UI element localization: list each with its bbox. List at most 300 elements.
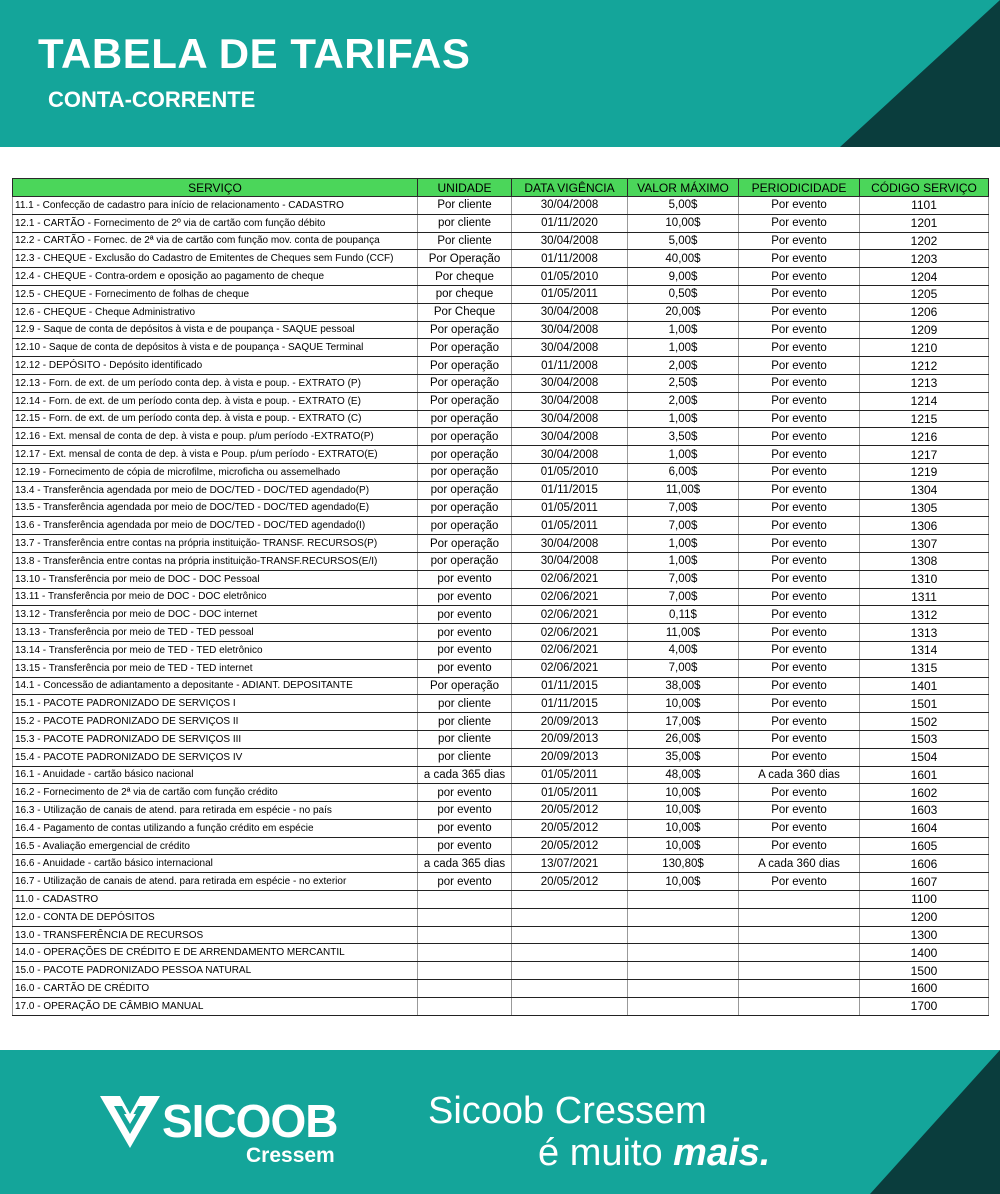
cell-servico: 13.14 - Transferência por meio de TED - TED eletrônico (13, 641, 418, 659)
cell-periodicidade: Por evento (739, 819, 860, 837)
slogan-line-2 (538, 1132, 770, 1175)
cell-codigo-servico: 1306 (860, 517, 989, 535)
cell-codigo-servico: 1300 (860, 926, 989, 944)
cell-data-vigencia: 02/06/2021 (512, 606, 628, 624)
cell-data-vigencia: 30/04/2008 (512, 428, 628, 446)
column-header-valor-maximo: VALOR MÁXIMO (628, 179, 739, 197)
table-row (13, 446, 989, 464)
cell-periodicidade: Por evento (739, 463, 860, 481)
cell-codigo-servico: 1202 (860, 232, 989, 250)
cell-periodicidade: Por evento (739, 250, 860, 268)
cell-codigo-servico: 1315 (860, 659, 989, 677)
cell-periodicidade (739, 891, 860, 909)
cell-periodicidade (739, 944, 860, 962)
table-row (13, 392, 989, 410)
cell-valor-maximo: 5,00$ (628, 197, 739, 215)
column-header-servico: SERVIÇO (13, 179, 418, 197)
cell-periodicidade: A cada 360 dias (739, 855, 860, 873)
cell-unidade (418, 944, 512, 962)
cell-codigo-servico: 1206 (860, 303, 989, 321)
cell-valor-maximo: 4,00$ (628, 641, 739, 659)
cell-unidade: Por cheque (418, 268, 512, 286)
cell-valor-maximo: 2,00$ (628, 392, 739, 410)
table-row (13, 463, 989, 481)
cell-data-vigencia: 01/11/2008 (512, 250, 628, 268)
cell-valor-maximo: 10,00$ (628, 819, 739, 837)
cell-valor-maximo: 17,00$ (628, 713, 739, 731)
cell-data-vigencia (512, 944, 628, 962)
cell-servico: 13.11 - Transferência por meio de DOC - DOC eletrônico (13, 588, 418, 606)
table-row (13, 962, 989, 980)
cell-valor-maximo: 1,00$ (628, 410, 739, 428)
table-header-row (13, 179, 989, 197)
cell-servico: 12.4 - CHEQUE - Contra-ordem e oposição ao pagamento de cheque (13, 268, 418, 286)
cell-valor-maximo: 11,00$ (628, 624, 739, 642)
cell-codigo-servico: 1500 (860, 962, 989, 980)
table-row (13, 677, 989, 695)
cell-codigo-servico: 1219 (860, 463, 989, 481)
cell-valor-maximo: 9,00$ (628, 268, 739, 286)
cell-valor-maximo (628, 997, 739, 1015)
table-row (13, 214, 989, 232)
cell-periodicidade: Por evento (739, 357, 860, 375)
table-row (13, 695, 989, 713)
cell-periodicidade: Por evento (739, 659, 860, 677)
sicoob-chevron-icon (100, 1092, 160, 1148)
table-row (13, 428, 989, 446)
table-row (13, 303, 989, 321)
table-row (13, 570, 989, 588)
cell-periodicidade: Por evento (739, 713, 860, 731)
cell-data-vigencia: 30/04/2008 (512, 446, 628, 464)
cell-servico: 12.5 - CHEQUE - Fornecimento de folhas de cheque (13, 285, 418, 303)
cell-data-vigencia (512, 891, 628, 909)
cell-valor-maximo: 10,00$ (628, 695, 739, 713)
cell-periodicidade: Por evento (739, 285, 860, 303)
table-row (13, 268, 989, 286)
cell-servico: 12.10 - Saque de conta de depósitos à vista e de poupança - SAQUE Terminal (13, 339, 418, 357)
cell-valor-maximo (628, 944, 739, 962)
cell-servico: 16.1 - Anuidade - cartão básico nacional (13, 766, 418, 784)
tariff-table-container (12, 178, 988, 1016)
cell-data-vigencia: 02/06/2021 (512, 624, 628, 642)
cell-servico: 15.2 - PACOTE PADRONIZADO DE SERVIÇOS II (13, 713, 418, 731)
cell-data-vigencia: 20/05/2012 (512, 837, 628, 855)
cell-servico: 13.12 - Transferência por meio de DOC - DOC internet (13, 606, 418, 624)
cell-unidade (418, 962, 512, 980)
cell-periodicidade: Por evento (739, 802, 860, 820)
cell-data-vigencia: 30/04/2008 (512, 303, 628, 321)
cell-servico: 15.0 - PACOTE PADRONIZADO PESSOA NATURAL (13, 962, 418, 980)
table-row (13, 891, 989, 909)
table-row (13, 606, 989, 624)
cell-valor-maximo (628, 908, 739, 926)
cell-servico: 12.12 - DEPÓSITO - Depósito identificado (13, 357, 418, 375)
cell-data-vigencia: 02/06/2021 (512, 588, 628, 606)
cell-servico: 13.6 - Transferência agendada por meio de DOC/TED - DOC/TED agendado(I) (13, 517, 418, 535)
table-row (13, 339, 989, 357)
cell-data-vigencia: 01/05/2010 (512, 268, 628, 286)
cell-periodicidade: Por evento (739, 677, 860, 695)
cell-valor-maximo: 5,00$ (628, 232, 739, 250)
cell-codigo-servico: 1215 (860, 410, 989, 428)
cell-unidade: por evento (418, 570, 512, 588)
cell-periodicidade (739, 980, 860, 998)
cell-periodicidade: Por evento (739, 374, 860, 392)
cell-data-vigencia: 30/04/2008 (512, 321, 628, 339)
cell-servico: 13.8 - Transferência entre contas na própria instituição-TRANSF.RECURSOS(E/I) (13, 552, 418, 570)
table-row (13, 232, 989, 250)
cell-servico: 16.7 - Utilização de canais de atend. para retirada em espécie - no exterior (13, 873, 418, 891)
cell-unidade: por evento (418, 819, 512, 837)
cell-valor-maximo: 10,00$ (628, 784, 739, 802)
cell-periodicidade: Por evento (739, 197, 860, 215)
cell-codigo-servico: 1501 (860, 695, 989, 713)
cell-periodicidade: Por evento (739, 606, 860, 624)
footer-dark-wedge (870, 1050, 1000, 1194)
cell-servico: 12.1 - CARTÃO - Fornecimento de 2º via de cartão com função débito (13, 214, 418, 232)
cell-codigo-servico: 1212 (860, 357, 989, 375)
cell-unidade: Por Cheque (418, 303, 512, 321)
cell-data-vigencia: 30/04/2008 (512, 392, 628, 410)
table-row (13, 410, 989, 428)
cell-servico: 13.15 - Transferência por meio de TED - TED internet (13, 659, 418, 677)
cell-codigo-servico: 1607 (860, 873, 989, 891)
cell-data-vigencia: 01/11/2015 (512, 677, 628, 695)
cell-data-vigencia: 01/11/2008 (512, 357, 628, 375)
cell-unidade: por cliente (418, 214, 512, 232)
table-row (13, 766, 989, 784)
cell-data-vigencia: 20/09/2013 (512, 748, 628, 766)
cell-unidade: por evento (418, 802, 512, 820)
cell-unidade (418, 926, 512, 944)
table-row (13, 713, 989, 731)
cell-data-vigencia: 01/11/2015 (512, 481, 628, 499)
cell-codigo-servico: 1100 (860, 891, 989, 909)
cell-data-vigencia: 02/06/2021 (512, 570, 628, 588)
cell-valor-maximo: 6,00$ (628, 463, 739, 481)
cell-periodicidade (739, 962, 860, 980)
cell-periodicidade (739, 908, 860, 926)
cell-valor-maximo: 38,00$ (628, 677, 739, 695)
cell-valor-maximo: 10,00$ (628, 214, 739, 232)
cell-unidade: Por operação (418, 321, 512, 339)
cell-unidade: a cada 365 dias (418, 766, 512, 784)
table-row (13, 980, 989, 998)
cell-data-vigencia: 20/05/2012 (512, 873, 628, 891)
cell-codigo-servico: 1205 (860, 285, 989, 303)
cell-servico: 12.6 - CHEQUE - Cheque Administrativo (13, 303, 418, 321)
cell-unidade: por evento (418, 624, 512, 642)
cell-unidade: por evento (418, 588, 512, 606)
cell-periodicidade: Por evento (739, 535, 860, 553)
cell-valor-maximo: 35,00$ (628, 748, 739, 766)
cell-servico: 15.4 - PACOTE PADRONIZADO DE SERVIÇOS IV (13, 748, 418, 766)
cell-valor-maximo: 10,00$ (628, 802, 739, 820)
cell-codigo-servico: 1203 (860, 250, 989, 268)
cell-codigo-servico: 1603 (860, 802, 989, 820)
sicoob-logo (100, 1092, 350, 1172)
cell-unidade: por operação (418, 428, 512, 446)
cell-valor-maximo: 1,00$ (628, 552, 739, 570)
cell-unidade: por cheque (418, 285, 512, 303)
cell-codigo-servico: 1312 (860, 606, 989, 624)
cell-valor-maximo (628, 962, 739, 980)
cell-data-vigencia: 30/04/2008 (512, 374, 628, 392)
cell-codigo-servico: 1700 (860, 997, 989, 1015)
cell-codigo-servico: 1307 (860, 535, 989, 553)
cell-periodicidade: Por evento (739, 410, 860, 428)
cell-valor-maximo (628, 980, 739, 998)
cell-codigo-servico: 1304 (860, 481, 989, 499)
cell-valor-maximo (628, 926, 739, 944)
cell-codigo-servico: 1605 (860, 837, 989, 855)
cell-servico: 13.13 - Transferência por meio de TED - TED pessoal (13, 624, 418, 642)
cell-servico: 16.3 - Utilização de canais de atend. para retirada em espécie - no país (13, 802, 418, 820)
table-row (13, 535, 989, 553)
table-row (13, 357, 989, 375)
cell-periodicidade: Por evento (739, 624, 860, 642)
cell-periodicidade: Por evento (739, 481, 860, 499)
cell-unidade: por evento (418, 784, 512, 802)
cell-codigo-servico: 1101 (860, 197, 989, 215)
table-row (13, 624, 989, 642)
page-subtitle: CONTA-CORRENTE (48, 87, 256, 112)
slogan-line-2-emphasis: mais. (673, 1132, 771, 1174)
cell-valor-maximo: 1,00$ (628, 535, 739, 553)
cell-servico: 11.1 - Confecção de cadastro para início de relacionamento - CADASTRO (13, 197, 418, 215)
tariff-table (12, 178, 989, 1016)
cell-codigo-servico: 1601 (860, 766, 989, 784)
cell-periodicidade: Por evento (739, 446, 860, 464)
cell-unidade: por operação (418, 410, 512, 428)
cell-codigo-servico: 1401 (860, 677, 989, 695)
table-row (13, 499, 989, 517)
cell-codigo-servico: 1216 (860, 428, 989, 446)
cell-codigo-servico: 1504 (860, 748, 989, 766)
cell-data-vigencia: 30/04/2008 (512, 535, 628, 553)
cell-periodicidade: Por evento (739, 303, 860, 321)
cell-periodicidade: Por evento (739, 214, 860, 232)
cell-unidade: por evento (418, 659, 512, 677)
table-body (13, 197, 989, 1016)
cell-codigo-servico: 1400 (860, 944, 989, 962)
table-row (13, 926, 989, 944)
cell-valor-maximo: 1,00$ (628, 446, 739, 464)
cell-codigo-servico: 1606 (860, 855, 989, 873)
page-title: TABELA DE TARIFAS (38, 30, 471, 77)
cell-unidade: Por operação (418, 357, 512, 375)
cell-periodicidade: Por evento (739, 730, 860, 748)
cell-unidade: a cada 365 dias (418, 855, 512, 873)
cell-unidade: Por operação (418, 374, 512, 392)
table-row (13, 748, 989, 766)
cell-valor-maximo: 26,00$ (628, 730, 739, 748)
cell-valor-maximo: 20,00$ (628, 303, 739, 321)
cell-codigo-servico: 1209 (860, 321, 989, 339)
cell-periodicidade: Por evento (739, 748, 860, 766)
cell-unidade: Por operação (418, 677, 512, 695)
cell-data-vigencia: 30/04/2008 (512, 232, 628, 250)
cell-servico: 17.0 - OPERAÇÃO DE CÂMBIO MANUAL (13, 997, 418, 1015)
cell-codigo-servico: 1200 (860, 908, 989, 926)
cell-codigo-servico: 1602 (860, 784, 989, 802)
cell-servico: 12.9 - Saque de conta de depósitos à vista e de poupança - SAQUE pessoal (13, 321, 418, 339)
cell-unidade: por evento (418, 873, 512, 891)
table-row (13, 517, 989, 535)
cell-valor-maximo: 130,80$ (628, 855, 739, 873)
table-row (13, 374, 989, 392)
cell-codigo-servico: 1600 (860, 980, 989, 998)
cell-periodicidade: Por evento (739, 873, 860, 891)
cell-servico: 14.0 - OPERAÇÕES DE CRÉDITO E DE ARRENDAMENTO MERCANTIL (13, 944, 418, 962)
cell-data-vigencia: 02/06/2021 (512, 641, 628, 659)
cell-servico: 13.0 - TRANSFERÊNCIA DE RECURSOS (13, 926, 418, 944)
cell-valor-maximo: 2,50$ (628, 374, 739, 392)
cell-servico: 12.19 - Fornecimento de cópia de microfilme, microficha ou assemelhado (13, 463, 418, 481)
cell-codigo-servico: 1313 (860, 624, 989, 642)
table-row (13, 197, 989, 215)
cell-valor-maximo: 7,00$ (628, 517, 739, 535)
cell-periodicidade: Por evento (739, 837, 860, 855)
cell-codigo-servico: 1201 (860, 214, 989, 232)
cell-valor-maximo: 1,00$ (628, 339, 739, 357)
cell-servico: 16.2 - Fornecimento de 2ª via de cartão com função crédito (13, 784, 418, 802)
cell-data-vigencia: 01/11/2020 (512, 214, 628, 232)
cell-servico: 12.16 - Ext. mensal de conta de dep. à vista e poup. p/um período -EXTRATO(P) (13, 428, 418, 446)
table-row (13, 997, 989, 1015)
cell-unidade: por cliente (418, 730, 512, 748)
cell-unidade: por operação (418, 552, 512, 570)
cell-periodicidade: Por evento (739, 641, 860, 659)
cell-valor-maximo: 0,11$ (628, 606, 739, 624)
cell-unidade: por evento (418, 606, 512, 624)
cell-codigo-servico: 1217 (860, 446, 989, 464)
header-dark-wedge (840, 0, 1000, 147)
cell-servico: 16.5 - Avaliação emergencial de crédito (13, 837, 418, 855)
cell-valor-maximo: 7,00$ (628, 570, 739, 588)
table-row (13, 481, 989, 499)
cell-codigo-servico: 1213 (860, 374, 989, 392)
cell-servico: 13.4 - Transferência agendada por meio de DOC/TED - DOC/TED agendado(P) (13, 481, 418, 499)
cell-unidade: por operação (418, 446, 512, 464)
page-header (0, 0, 1000, 147)
cell-valor-maximo: 7,00$ (628, 588, 739, 606)
cell-valor-maximo (628, 891, 739, 909)
table-row (13, 802, 989, 820)
cell-unidade: Por Operação (418, 250, 512, 268)
cell-data-vigencia: 20/09/2013 (512, 730, 628, 748)
cell-servico: 13.5 - Transferência agendada por meio de DOC/TED - DOC/TED agendado(E) (13, 499, 418, 517)
cell-valor-maximo: 0,50$ (628, 285, 739, 303)
cell-data-vigencia (512, 997, 628, 1015)
cell-periodicidade: Por evento (739, 570, 860, 588)
cell-data-vigencia: 01/05/2011 (512, 517, 628, 535)
cell-codigo-servico: 1314 (860, 641, 989, 659)
cell-servico: 16.6 - Anuidade - cartão básico internacional (13, 855, 418, 873)
cell-periodicidade: Por evento (739, 321, 860, 339)
cell-codigo-servico: 1204 (860, 268, 989, 286)
cell-servico: 16.4 - Pagamento de contas utilizando a função crédito em espécie (13, 819, 418, 837)
cell-data-vigencia (512, 908, 628, 926)
cell-unidade: por cliente (418, 695, 512, 713)
table-row (13, 659, 989, 677)
cell-unidade: por operação (418, 499, 512, 517)
cell-periodicidade: Por evento (739, 517, 860, 535)
cell-unidade (418, 980, 512, 998)
slogan-line-1: Sicoob Cressem (428, 1090, 707, 1132)
cell-valor-maximo: 11,00$ (628, 481, 739, 499)
cell-valor-maximo: 2,00$ (628, 357, 739, 375)
cell-data-vigencia: 30/04/2008 (512, 197, 628, 215)
cell-servico: 12.15 - Forn. de ext. de um período conta dep. à vista e poup. - EXTRATO (C) (13, 410, 418, 428)
table-row (13, 250, 989, 268)
cell-periodicidade (739, 926, 860, 944)
cell-codigo-servico: 1502 (860, 713, 989, 731)
column-header-data-vigencia: DATA VIGÊNCIA (512, 179, 628, 197)
table-row (13, 285, 989, 303)
cell-servico: 14.1 - Concessão de adiantamento a depositante - ADIANT. DEPOSITANTE (13, 677, 418, 695)
cell-unidade: por evento (418, 837, 512, 855)
cell-periodicidade: Por evento (739, 232, 860, 250)
cell-servico: 12.17 - Ext. mensal de conta de dep. à vista e Poup. p/um período - EXTRATO(E) (13, 446, 418, 464)
cell-codigo-servico: 1210 (860, 339, 989, 357)
cell-servico: 12.0 - CONTA DE DEPÓSITOS (13, 908, 418, 926)
cell-codigo-servico: 1305 (860, 499, 989, 517)
cell-data-vigencia: 30/04/2008 (512, 410, 628, 428)
table-row (13, 784, 989, 802)
cell-unidade: por operação (418, 517, 512, 535)
cell-valor-maximo: 48,00$ (628, 766, 739, 784)
page-footer (0, 1050, 1000, 1194)
cell-unidade (418, 997, 512, 1015)
logo-sub-text: Cressem (246, 1144, 335, 1167)
cell-data-vigencia (512, 980, 628, 998)
table-row (13, 641, 989, 659)
cell-servico: 13.7 - Transferência entre contas na própria instituição- TRANSF. RECURSOS(P) (13, 535, 418, 553)
cell-servico: 12.14 - Forn. de ext. de um período conta dep. à vista e poup. - EXTRATO (E) (13, 392, 418, 410)
cell-unidade (418, 891, 512, 909)
column-header-codigo-servico: CÓDIGO SERVIÇO (860, 179, 989, 197)
cell-codigo-servico: 1308 (860, 552, 989, 570)
cell-data-vigencia: 30/04/2008 (512, 552, 628, 570)
cell-servico: 15.3 - PACOTE PADRONIZADO DE SERVIÇOS III (13, 730, 418, 748)
cell-servico: 12.2 - CARTÃO - Fornec. de 2ª via de cartão com função mov. conta de poupança (13, 232, 418, 250)
cell-data-vigencia: 13/07/2021 (512, 855, 628, 873)
cell-data-vigencia: 01/05/2011 (512, 784, 628, 802)
cell-valor-maximo: 7,00$ (628, 499, 739, 517)
cell-unidade: Por operação (418, 339, 512, 357)
table-row (13, 837, 989, 855)
table-row (13, 321, 989, 339)
cell-codigo-servico: 1214 (860, 392, 989, 410)
cell-servico: 16.0 - CARTÃO DE CRÉDITO (13, 980, 418, 998)
cell-valor-maximo: 7,00$ (628, 659, 739, 677)
cell-data-vigencia: 01/05/2010 (512, 463, 628, 481)
cell-unidade: por evento (418, 641, 512, 659)
table-row (13, 873, 989, 891)
cell-valor-maximo: 40,00$ (628, 250, 739, 268)
cell-periodicidade: Por evento (739, 339, 860, 357)
cell-periodicidade: Por evento (739, 784, 860, 802)
cell-data-vigencia: 20/09/2013 (512, 713, 628, 731)
cell-unidade: Por operação (418, 535, 512, 553)
cell-data-vigencia: 20/05/2012 (512, 802, 628, 820)
cell-periodicidade: Por evento (739, 552, 860, 570)
table-row (13, 855, 989, 873)
column-header-periodicidade: PERIODICIDADE (739, 179, 860, 197)
cell-codigo-servico: 1310 (860, 570, 989, 588)
